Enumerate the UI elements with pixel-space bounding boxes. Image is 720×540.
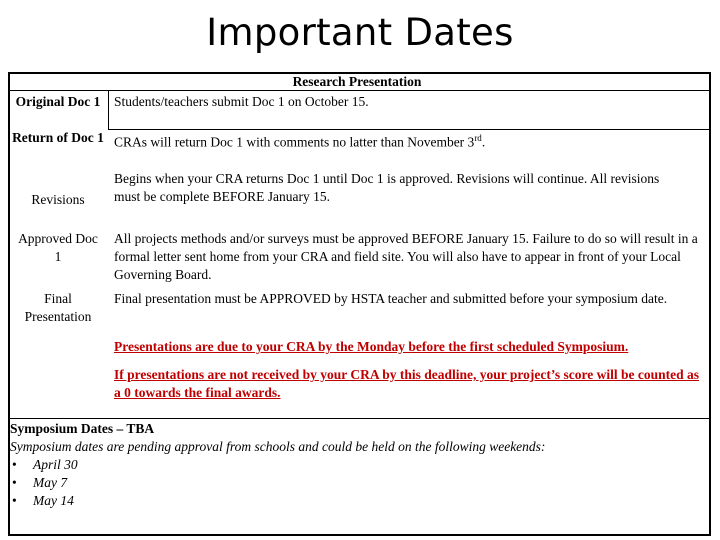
- list-item: • April 30: [10, 456, 78, 474]
- table-border-right: [709, 72, 711, 536]
- row-label-original-doc: Original Doc 1: [15, 94, 101, 109]
- row-label-revisions: Revisions: [31, 192, 85, 207]
- row-label-return-of-doc: Return of Doc 1: [12, 130, 104, 145]
- row-text-revisions: Begins when your CRA returns Doc 1 until Doc 1 is approved. Revisions will continue. All revisions must be complete BEFORE January 15.: [114, 171, 660, 204]
- deadline-notice: Presentations are due to your CRA by the Monday before the first scheduled Symposium.: [114, 339, 629, 354]
- row-text-final-presentation: Final presentation must be APPROVED by HSTA teacher and submitted before your symposium date.: [114, 291, 668, 306]
- symposium-note: Symposium dates are pending approval from schools and could be held on the following weekends:: [10, 439, 546, 454]
- column-divider: [108, 90, 109, 129]
- table-header: Research Presentation: [292, 74, 422, 89]
- table-border-bottom: [8, 534, 711, 536]
- symposium-heading: Symposium Dates – TBA: [10, 421, 155, 436]
- scoring-notice: If presentations are not received by your CRA by this deadline, your project’s score will be counted as a 0 towards the final awards.: [114, 367, 699, 400]
- return-text: CRAs will return Doc 1 with comments no latter than November 3: [114, 134, 475, 150]
- page-title: Important Dates: [206, 11, 514, 54]
- row-text-approved-doc: All projects methods and/or surveys must be approved BEFORE January 15. Failure to do so will result in a formal letter sent home from your CRA and field site. You will also have to appear in front of your Local Governing Board.: [114, 231, 698, 282]
- list-item: • May 7: [10, 474, 78, 492]
- return-text-end: .: [481, 134, 486, 150]
- symposium-date-list: [10, 456, 78, 510]
- row-text-return-of-doc: [114, 129, 706, 152]
- ordinal-suffix: rd: [474, 133, 482, 143]
- row-label-final-presentation: Final Presentation: [24, 291, 92, 324]
- row-text-original-doc: Students/teachers submit Doc 1 on October 15.: [114, 94, 369, 109]
- row-label-approved-doc: Approved Doc 1: [18, 231, 98, 264]
- list-item: • May 14: [10, 492, 78, 510]
- symposium-divider: [8, 418, 711, 419]
